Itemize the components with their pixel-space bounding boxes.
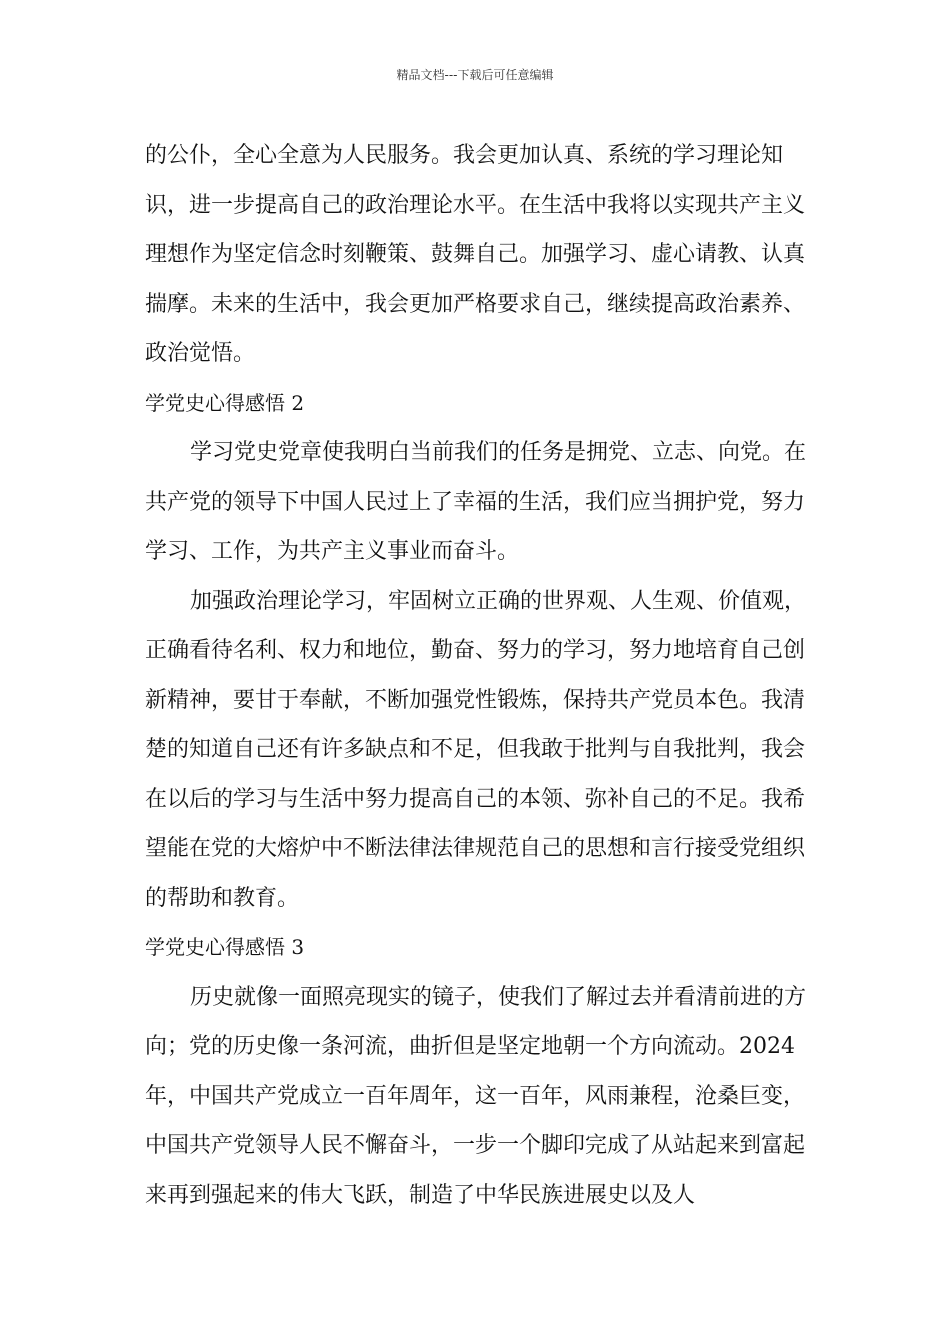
document-body [145, 131, 815, 1220]
section-heading: 学党史心得感悟 2 [145, 390, 305, 415]
paragraph: 的公仆，全心全意为人民服务。我会更加认真、系统的学习理论知识，进一步提高自己的政治理论水平。在生活中我将以实现共产主义理想作为坚定信念时刻鞭策、鼓舞自己。加强学习、虚心请教、认真揣摩。未来的生活中，我会更加严格要求自己，继续提高政治素养、政治觉悟。 [145, 143, 806, 366]
paragraph: 学习党史党章使我明白当前我们的任务是拥党、立志、向党。在共产党的领导下中国人民过上了幸福的生活，我们应当拥护党，努力学习、工作，为共产主义事业而奋斗。 [145, 440, 807, 564]
page-header: 精品文档---下载后可任意编辑 [396, 68, 554, 82]
section-heading: 学党史心得感悟 3 [145, 935, 305, 959]
paragraph: 加强政治理论学习，牢固树立正确的世界观、人生观、价值观，正确看待名利、权力和地位，勤奋、努力的学习，努力地培育自己创新精神，要甘于奉献，不断加强党性锻炼，保持共产党员本色。我清楚的知道自己还有许多缺点和不足，但我敢于批判与自我批判，我会在以后的学习与生活中努力提高自己的本领、弥补自己的不足。我希望能在党的大熔炉中不断法律法律规范自己的思想和言行接受党组织的帮助和教育。 [145, 588, 807, 911]
paragraph: 历史就像一面照亮现实的镜子，使我们了解过去并看清前进的方向；党的历史像一条河流，曲折但是坚定地朝一个方向流动。2024 年，中国共产党成立一百年周年，这一百年，风雨兼程，沧桑巨变，中国共产党领导人民不懈奋斗，一步一个脚印完成了从站起来到富起来再到强起来的伟大飞跃，制造了中华民族进展史以及人 [145, 984, 807, 1208]
